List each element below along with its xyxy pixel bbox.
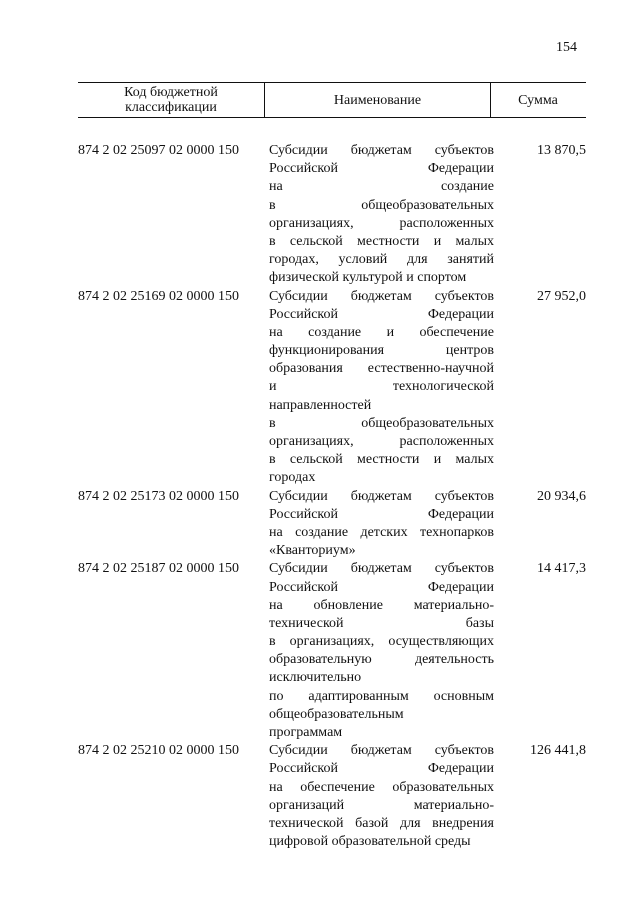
row-name-line: на обеспечение образовательных xyxy=(269,779,494,795)
row-name-line: в сельской местности и малых xyxy=(269,233,494,249)
row-code: 874 2 02 25187 02 0000 150 xyxy=(78,561,239,577)
row-name-line: общеобразовательным xyxy=(269,706,404,722)
table-header xyxy=(78,82,586,118)
table-body xyxy=(78,142,586,851)
row-name-line: программам xyxy=(269,725,343,740)
row-name-line: «Кванториум» xyxy=(269,543,356,559)
row-name-line: Субсидии бюджетам субъектов xyxy=(269,561,494,577)
row-name-line: образовательную деятельность xyxy=(269,652,494,668)
table-row xyxy=(78,742,586,851)
row-code: 874 2 02 25173 02 0000 150 xyxy=(78,488,239,504)
row-name xyxy=(269,488,494,561)
header-code: Код бюджетной классификации xyxy=(124,85,218,115)
row-name-line: Российской Федерации xyxy=(269,161,494,177)
table-row xyxy=(78,488,586,561)
row-name-line: в сельской местности и малых xyxy=(269,452,494,468)
row-code: 874 2 02 25097 02 0000 150 xyxy=(78,143,239,158)
row-name-line: Субсидии бюджетам субъектов xyxy=(269,143,494,158)
row-name-line: городах xyxy=(269,470,316,486)
row-name-line: на создание и обеспечение xyxy=(269,324,494,340)
row-name-line: в организациях, осуществляющих xyxy=(269,634,494,650)
row-name-line: на обновление материально- xyxy=(269,597,494,613)
row-code: 874 2 02 25210 02 0000 150 xyxy=(78,743,239,759)
row-name-line: Российской Федерации xyxy=(269,306,494,322)
row-amount: 27 952,0 xyxy=(537,288,586,304)
row-name-line: и технологической xyxy=(269,379,494,395)
row-name xyxy=(269,288,494,488)
row-name-line: организациях, расположенных xyxy=(269,434,494,449)
row-name-line: по адаптированным основным xyxy=(269,688,494,704)
row-amount: 126 441,8 xyxy=(530,743,586,759)
row-name-line: Субсидии бюджетам субъектов xyxy=(269,743,494,759)
row-name-line: организациях, расположенных xyxy=(269,215,494,231)
row-name-line: физической культурой и спортом xyxy=(269,270,467,286)
table-row xyxy=(78,560,586,742)
row-name-line: функционирования центров xyxy=(269,343,494,359)
row-name-line: на создание детских технопарков xyxy=(269,524,494,540)
row-name-line: в общеобразовательных xyxy=(269,415,494,431)
table-row xyxy=(78,142,586,288)
header-amount: Сумма xyxy=(518,92,558,108)
row-name-line: Российской Федерации xyxy=(269,579,494,595)
table-row xyxy=(78,288,586,488)
page-number: 154 xyxy=(556,40,577,55)
header-name: Наименование xyxy=(264,83,491,117)
row-name-line: направленностей xyxy=(269,397,372,413)
row-amount: 13 870,5 xyxy=(537,143,586,158)
row-name xyxy=(269,742,494,851)
row-name-line: технической базы xyxy=(269,615,494,631)
row-name-line: цифровой образовательной среды xyxy=(269,834,471,850)
row-name-line: образования естественно-научной xyxy=(269,361,494,377)
row-name-line: организаций материально- xyxy=(269,797,494,813)
row-name-line: технической базой для внедрения xyxy=(269,815,494,831)
row-name-line: в общеобразовательных xyxy=(269,197,494,213)
row-name xyxy=(269,142,494,288)
row-name-line: городах, условий для занятий xyxy=(269,252,494,268)
row-amount: 20 934,6 xyxy=(537,488,586,504)
row-name-line: Субсидии бюджетам субъектов xyxy=(269,488,494,504)
row-name-line: исключительно xyxy=(269,670,362,686)
row-amount: 14 417,3 xyxy=(537,561,586,577)
row-name-line: Субсидии бюджетам субъектов xyxy=(269,288,494,304)
row-name-line: на создание xyxy=(269,179,494,195)
row-name-line: Российской Федерации xyxy=(269,506,494,522)
row-name xyxy=(269,560,494,742)
row-name-line: Российской Федерации xyxy=(269,761,494,777)
row-code: 874 2 02 25169 02 0000 150 xyxy=(78,288,239,304)
